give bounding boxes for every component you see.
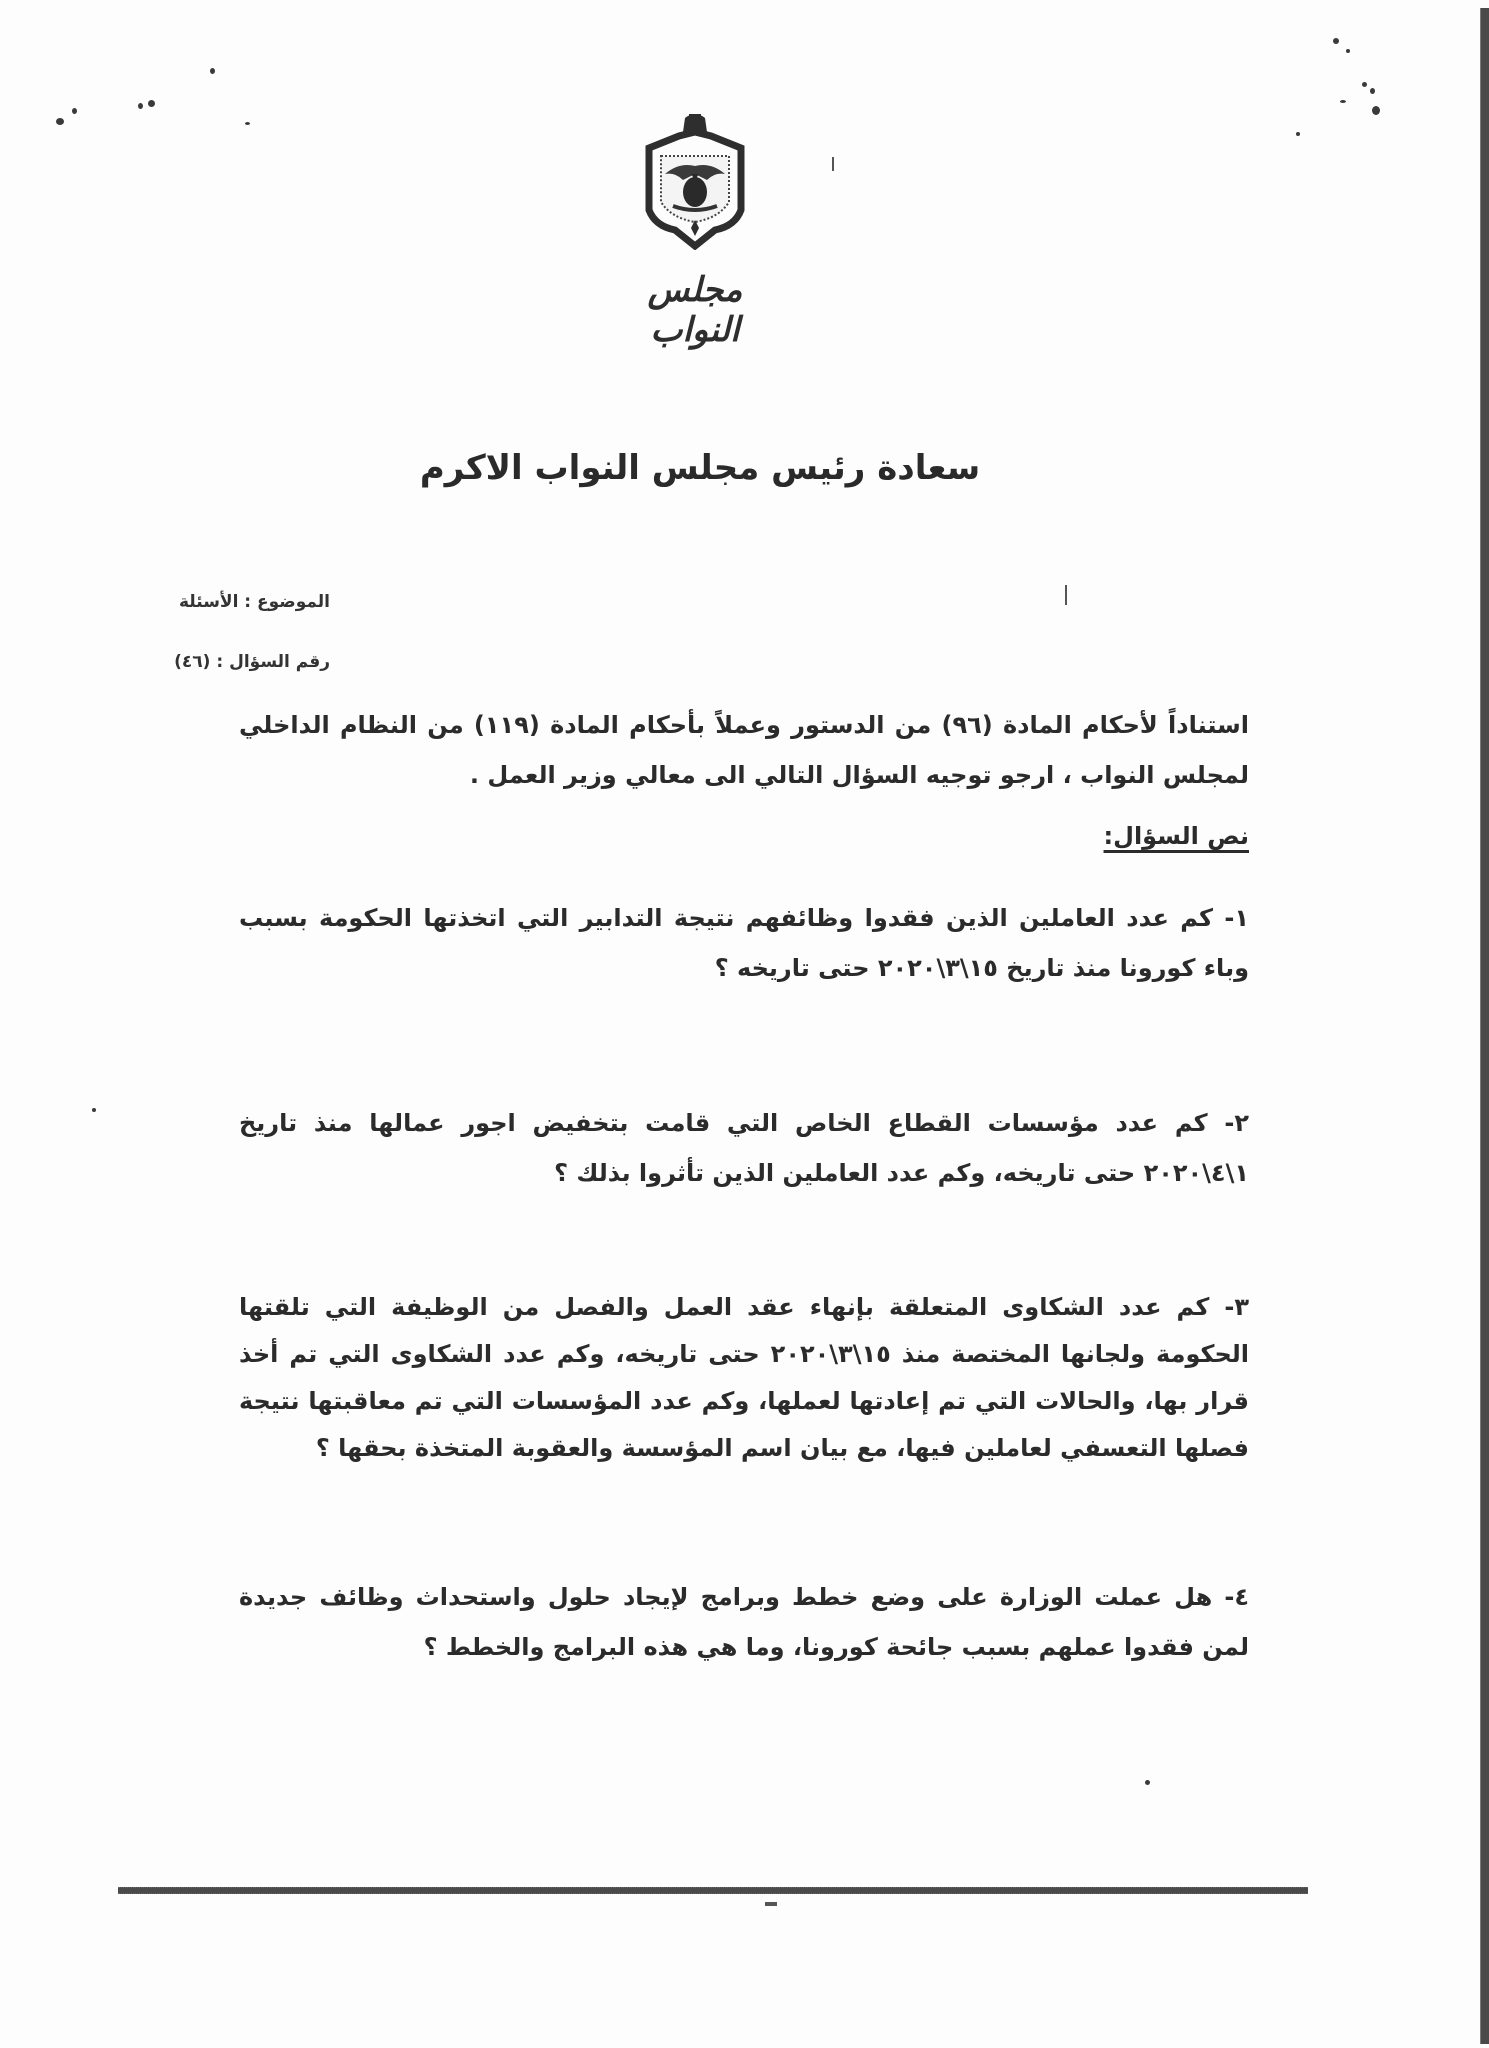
addressee-heading: سعادة رئيس مجلس النواب الاكرم (419, 448, 981, 488)
footer-scan-mark (765, 1902, 777, 1906)
scan-speck (1372, 106, 1380, 115)
scan-speck (138, 103, 143, 109)
scan-speck (1333, 38, 1339, 44)
question-item: ١- كم عدد العاملين الذين فقدوا وظائفهم نتيجة التدابير التي اتخذتها الحكومة بسبب وباء كورونا منذ تاريخ ١٥\٣\٢٠٢٠ حتى تاريخه ؟ (239, 904, 1249, 982)
scan-speck (92, 1108, 96, 1112)
scan-speck (210, 68, 215, 74)
footer-divider (118, 1887, 1308, 1894)
scan-speck (245, 122, 250, 125)
question-item: ٤- هل عملت الوزارة على وضع خطط وبرامج لإيجاد حلول واستحداث وظائف جديدة لمن فقدوا عملهم بسبب جائحة كورونا، وما هي هذه البرامج والخطط ؟ (239, 1583, 1249, 1661)
scan-stray-mark (1065, 585, 1067, 605)
scan-speck (1296, 132, 1300, 136)
scan-speck (1362, 82, 1367, 87)
intro-paragraph: استناداً لأحكام المادة (٩٦) من الدستور وعملاً بأحكام المادة (١١٩) من النظام الداخلي لمجلس النواب ، ارجو توجيه السؤال التالي الى معالي وزير العمل . (239, 711, 1249, 789)
question-item: ٣- كم عدد الشكاوى المتعلقة بإنهاء عقد العمل والفصل من الوظيفة التي تلقتها الحكومة ولجانها المختصة منذ ١٥\٣\٢٠٢٠ حتى تاريخه، وكم عدد الشكاوى التي تم أخذ قرار بها، والحالات التي تم إعادتها لعملها، وكم عدد المؤسسات التي تم معاقبتها نتيجة فصلها التعسفي لعاملين فيها، مع بيان اسم المؤسسة والعقوبة المتخذة بحقها ؟ (239, 1293, 1250, 1462)
letterhead-council-name: مجلس النواب (647, 270, 743, 350)
scan-speck (1340, 100, 1346, 103)
scan-stray-mark (832, 157, 834, 171)
scan-speck (1346, 49, 1350, 53)
scanner-edge-strip (1480, 8, 1489, 2044)
scan-speck (1145, 1780, 1150, 1785)
question-text-heading: نص السؤال: (1103, 822, 1249, 850)
scan-speck (56, 118, 64, 125)
jordan-coat-of-arms-icon (635, 110, 755, 250)
scan-speck (148, 100, 155, 107)
question-item: ٢- كم عدد مؤسسات القطاع الخاص التي قامت بتخفيض اجور عمالها منذ تاريخ ١\٤\٢٠٢٠ حتى تاريخه، وكم عدد العاملين الذين تأثروا بذلك ؟ (239, 1109, 1249, 1187)
scan-speck (1370, 88, 1375, 94)
scan-speck (72, 108, 77, 114)
subject-line: الموضوع : الأسئلة (179, 592, 330, 612)
question-number-line: رقم السؤال : (٤٦) (174, 652, 330, 672)
